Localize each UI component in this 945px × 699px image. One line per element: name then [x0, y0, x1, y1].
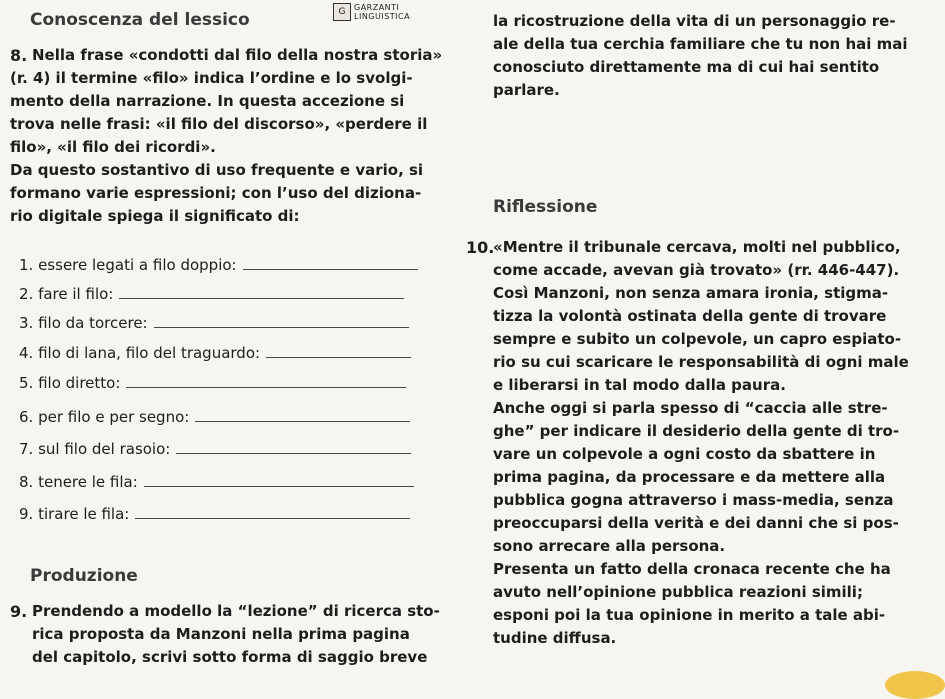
ex8-line-4: filo», «il filo dei ricordi». — [10, 138, 216, 156]
ex8-line-6: formano varie espressioni; con l’uso del diziona- — [10, 184, 422, 202]
section-title-produzione: Produzione — [30, 566, 138, 586]
ex10-line-2: Così Manzoni, non senza amara ironia, stigma- — [493, 284, 889, 302]
ex10-line-0: «Mentre il tribunale cercava, molti nel pubblico, — [493, 238, 901, 256]
ex10-line-6: e liberarsi in tal modo dalla paura. — [493, 376, 786, 394]
item-9 — [19, 505, 410, 523]
exercise-9-number: 9. — [10, 602, 28, 621]
section-title-lessico: Conoscenza del lessico — [30, 10, 250, 30]
ex9-line-0: Prendendo a modello la “lezione” di ricerca sto- — [32, 602, 440, 620]
ex10-line-17: tudine diffusa. — [493, 629, 617, 647]
cont-line-1: ale della tua cerchia familiare che tu non hai mai — [493, 35, 908, 53]
item-4 — [19, 344, 411, 362]
ex10-line-9: vare un colpevole a ogni costo da sbattere in — [493, 445, 876, 463]
ex8-line-1: (r. 4) il termine «filo» indica l’ordine e lo svolgi- — [10, 69, 413, 87]
item-7-label: 7. sul filo del rasoio: — [19, 440, 171, 458]
page-corner-decoration — [885, 671, 945, 699]
ex10-line-14: Presenta un fatto della cronaca recente che ha — [493, 560, 891, 578]
item-3-answer-line[interactable] — [154, 326, 409, 328]
item-2-answer-line[interactable] — [119, 297, 404, 299]
item-4-label: 4. filo di lana, filo del traguardo: — [19, 344, 261, 362]
item-5 — [19, 374, 406, 392]
exercise-10-number: 10. — [466, 238, 495, 257]
ex10-line-1: come accade, avevan già trovato» (rr. 446-447). — [493, 261, 900, 279]
ex10-line-11: pubblica gogna attraverso i mass-media, senza — [493, 491, 894, 509]
ex10-line-15: avuto nell’opinione pubblica reazioni simili; — [493, 583, 863, 601]
ex9-line-2: del capitolo, scrivi sotto forma di saggio breve — [32, 648, 428, 666]
item-9-answer-line[interactable] — [135, 517, 410, 519]
item-8-label: 8. tenere le fila: — [19, 473, 138, 491]
item-3-label: 3. filo da torcere: — [19, 314, 148, 332]
item-1-answer-line[interactable] — [243, 268, 418, 270]
cont-line-2: conosciuto direttamente ma di cui hai sentito — [493, 58, 880, 76]
item-1 — [19, 256, 418, 274]
garzanti-logo-icon: G — [333, 3, 351, 21]
item-6-label: 6. per filo e per segno: — [19, 408, 190, 426]
item-7 — [19, 440, 411, 458]
ex10-line-12: preoccuparsi della verità e dei danni che si pos- — [493, 514, 899, 532]
ex10-line-8: ghe” per indicare il desiderio della gente di tro- — [493, 422, 900, 440]
item-4-answer-line[interactable] — [266, 356, 411, 358]
cont-line-3: parlare. — [493, 81, 560, 99]
logo-line2: LINGUISTICA — [354, 12, 411, 21]
item-6-answer-line[interactable] — [195, 420, 410, 422]
garzanti-logo — [333, 3, 410, 21]
item-7-answer-line[interactable] — [176, 452, 411, 454]
ex10-line-13: sono arrecare alla persona. — [493, 537, 726, 555]
ex10-line-3: tizza la volontà ostinata della gente di trovare — [493, 307, 887, 325]
item-5-label: 5. filo diretto: — [19, 374, 121, 392]
ex10-line-4: sempre e subito un colpevole, un capro espiato- — [493, 330, 902, 348]
ex8-line-7: rio digitale spiega il significato di: — [10, 207, 300, 225]
item-2-label: 2. fare il filo: — [19, 285, 114, 303]
item-8 — [19, 473, 414, 491]
ex9-line-1: rica proposta da Manzoni nella prima pagina — [32, 625, 410, 643]
ex10-line-5: rio su cui scaricare le responsabilità di ogni male — [493, 353, 909, 371]
ex8-line-0: Nella frase «condotti dal filo della nostra storia» — [32, 46, 443, 64]
item-5-answer-line[interactable] — [126, 386, 406, 388]
ex8-line-2: mento della narrazione. In questa accezione si — [10, 92, 405, 110]
ex10-line-10: prima pagina, da processare e da mettere alla — [493, 468, 886, 486]
item-2 — [19, 285, 404, 303]
item-8-answer-line[interactable] — [144, 485, 414, 487]
ex10-line-16: esponi poi la tua opinione in merito a tale abi- — [493, 606, 886, 624]
item-1-label: 1. essere legati a filo doppio: — [19, 256, 237, 274]
ex8-line-3: trova nelle frasi: «il filo del discorso», «perdere il — [10, 115, 428, 133]
ex8-line-5: Da questo sostantivo di uso frequente e vario, si — [10, 161, 424, 179]
logo-line1: GARZANTI — [354, 3, 400, 12]
exercise-9-continuation — [493, 10, 933, 102]
item-6 — [19, 408, 410, 426]
exercise-8-number: 8. — [10, 46, 28, 65]
item-3 — [19, 314, 409, 332]
ex10-line-7: Anche oggi si parla spesso di “caccia alle stre- — [493, 399, 888, 417]
cont-line-0: la ricostruzione della vita di un personaggio re- — [493, 12, 896, 30]
item-9-label: 9. tirare le fila: — [19, 505, 130, 523]
section-title-riflessione: Riflessione — [493, 197, 598, 217]
